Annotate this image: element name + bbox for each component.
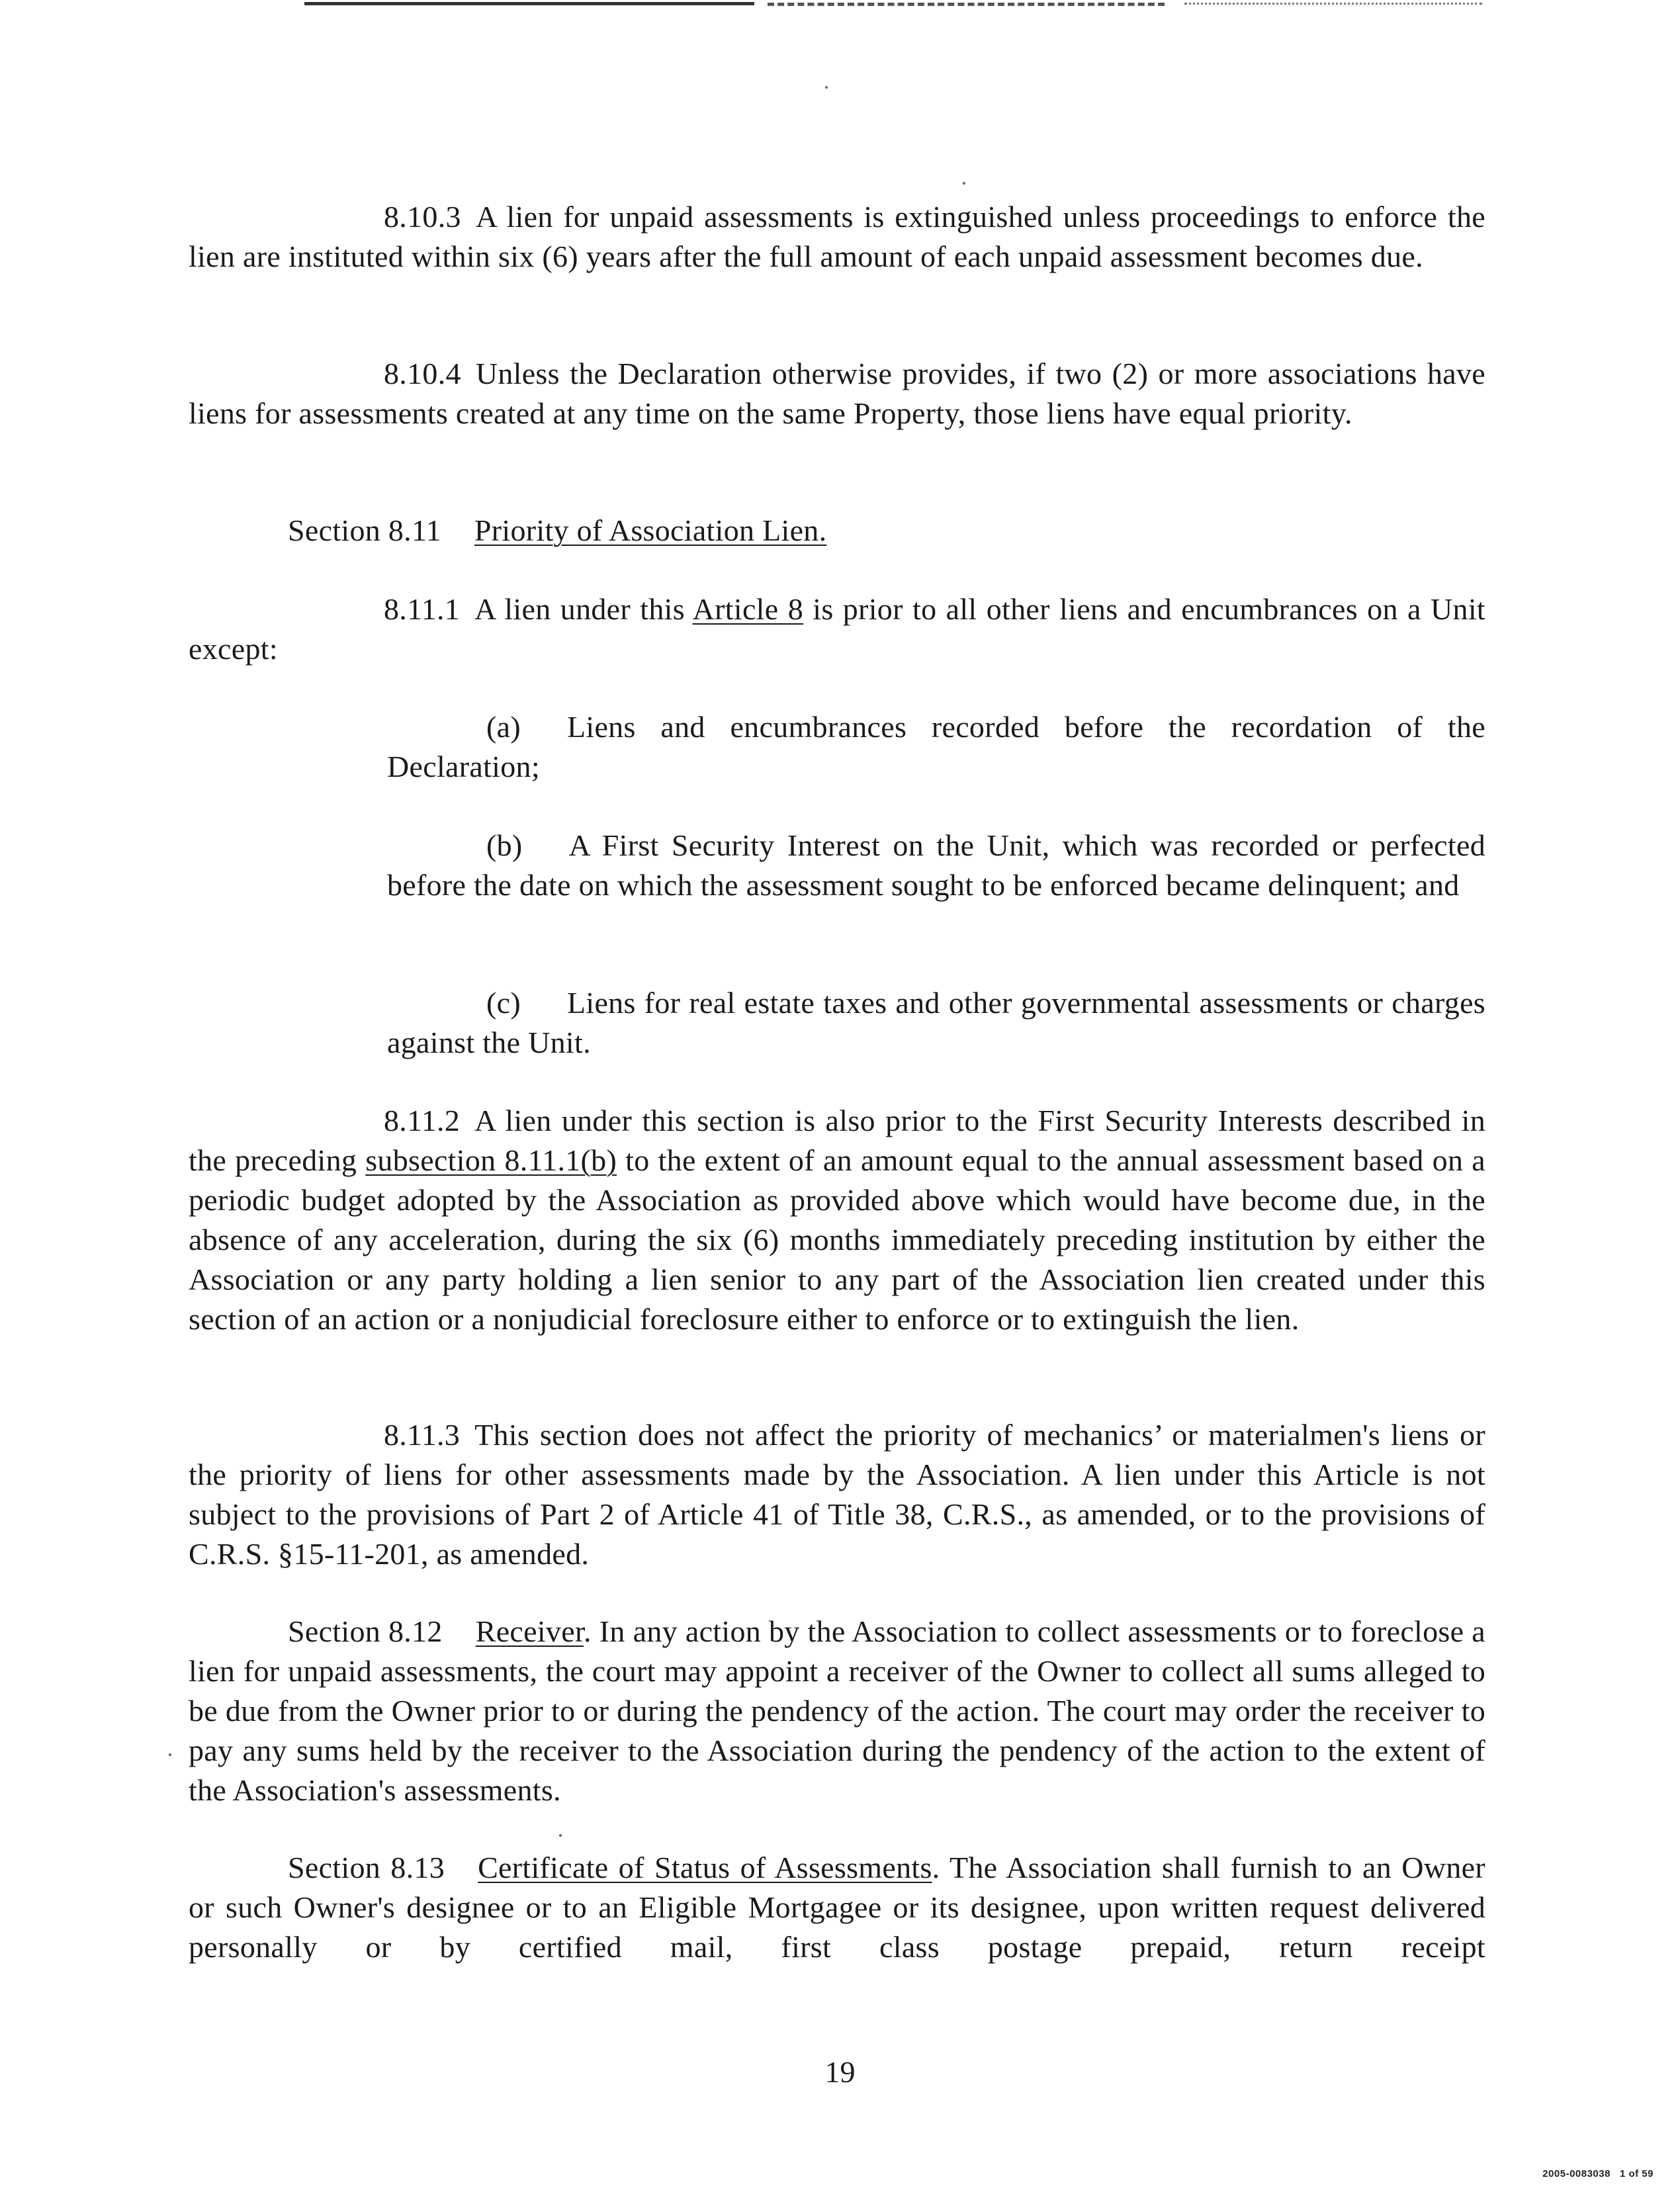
paragraph-8-11-2 — [189, 1101, 1485, 1339]
list-marker: (a) — [486, 710, 521, 744]
section-title: Certificate of Status of Assessments — [478, 1851, 932, 1884]
paragraph-8-11-3 — [189, 1415, 1485, 1574]
paragraph-number: 8.11.1 — [384, 592, 461, 626]
paragraph-number: 8.11.2 — [384, 1104, 461, 1137]
stamp-page-count: 1 of 59 — [1619, 2168, 1654, 2179]
list-item-a — [387, 707, 1485, 787]
scan-speck — [963, 182, 965, 185]
scan-dot-line — [1184, 3, 1482, 5]
scan-speck — [169, 1753, 171, 1756]
scan-dash-line — [768, 3, 1165, 6]
paragraph-text: This section does not affect the priority of mechanics’ or materialmen's liens or the priority of liens for other assessments made by the Association. A lien under this Article is not subject to the provisions of Part 2 of Article 41 of Title 38, C.R.S., as amended, or to the provisions of C.R.S. §15-11-201, as amended. — [189, 1418, 1485, 1571]
list-item-text: A First Security Interest on the Unit, which was recorded or perfected before the date on which the assessment sought to be enforced became delinquent; and — [387, 828, 1485, 902]
article-reference: Article 8 — [692, 592, 804, 626]
list-item-text: Liens for real estate taxes and other governmental assessments or charges against the Unit. — [387, 986, 1485, 1059]
section-label: Section 8.11 — [288, 513, 441, 547]
paragraph-text: is prior to all other liens and encumbrances on a Unit except: — [189, 592, 1485, 666]
scan-speck — [559, 1834, 562, 1837]
section-8-13 — [189, 1848, 1485, 1967]
stamp-doc-id: 2005-0083038 — [1542, 2168, 1611, 2179]
paragraph-8-10-3 — [189, 197, 1485, 277]
paragraph-text: A lien under this — [474, 592, 693, 626]
paragraph-number: 8.11.3 — [384, 1418, 461, 1452]
list-marker: (c) — [486, 986, 521, 1020]
paragraph-number: 8.10.4 — [384, 357, 461, 390]
list-item-b — [387, 826, 1485, 905]
paragraph-8-11-1 — [189, 590, 1485, 669]
section-title: Receiver — [475, 1614, 584, 1648]
section-text: . The Association shall furnish to an Owner or such Owner's designee or to an Eligible Mortgagee or its designee, upon written request delivered personally or by certified mail, first class postage prepaid, return receipt — [189, 1851, 1485, 1964]
scan-speck — [825, 86, 828, 89]
section-label: Section 8.13 — [288, 1851, 445, 1884]
list-item-c — [387, 983, 1485, 1063]
section-8-11-heading — [189, 511, 1485, 550]
page-number: 19 — [824, 2055, 856, 2089]
scan-line — [304, 2, 754, 5]
list-item-text: Liens and encumbrances recorded before the recordation of the Declaration; — [387, 710, 1485, 783]
paragraph-text: Unless the Declaration otherwise provides, if two (2) or more associations have liens for assessments created at any time on the same Property, those liens have equal priority. — [189, 357, 1485, 430]
paragraph-text: A lien under this section is also prior to the First Security Interests described in the preceding — [189, 1104, 1485, 1177]
list-marker: (b) — [486, 828, 523, 862]
section-8-12 — [189, 1612, 1485, 1810]
scan-artifact-top — [304, 0, 1482, 7]
paragraph-text: to the extent of an amount equal to the annual assessment based on a periodic budget adopted by the Association as provided above which would have become due, in the absence of any acceleration, during the six (6) months immediately preceding institution by either the Association or any party holding a lien senior to any part of the Association lien created under this section of an action or a nonjudicial foreclosure either to enforce or to extinguish the lien. — [189, 1143, 1486, 1336]
subsection-reference: subsection 8.11.1(b) — [365, 1143, 617, 1177]
paragraph-number: 8.10.3 — [384, 200, 461, 234]
section-text: . In any action by the Association to collect assessments or to foreclose a lien for unpaid assessments, the court may appoint a receiver of the Owner to collect all sums alleged to be due from the Owner prior to or during the pendency of the action. The court may order the receiver to pay any sums held by the receiver to the Association during the pendency of the action to the extent of the Association's assessments. — [189, 1614, 1486, 1807]
paragraph-text: A lien for unpaid assessments is extinguished unless proceedings to enforce the lien are instituted within six (6) years after the full amount of each unpaid assessment becomes due. — [189, 200, 1485, 273]
paragraph-8-10-4 — [189, 354, 1485, 433]
section-title: Priority of Association Lien. — [474, 513, 827, 547]
section-label: Section 8.12 — [288, 1614, 443, 1648]
document-stamp — [1542, 2168, 1654, 2179]
